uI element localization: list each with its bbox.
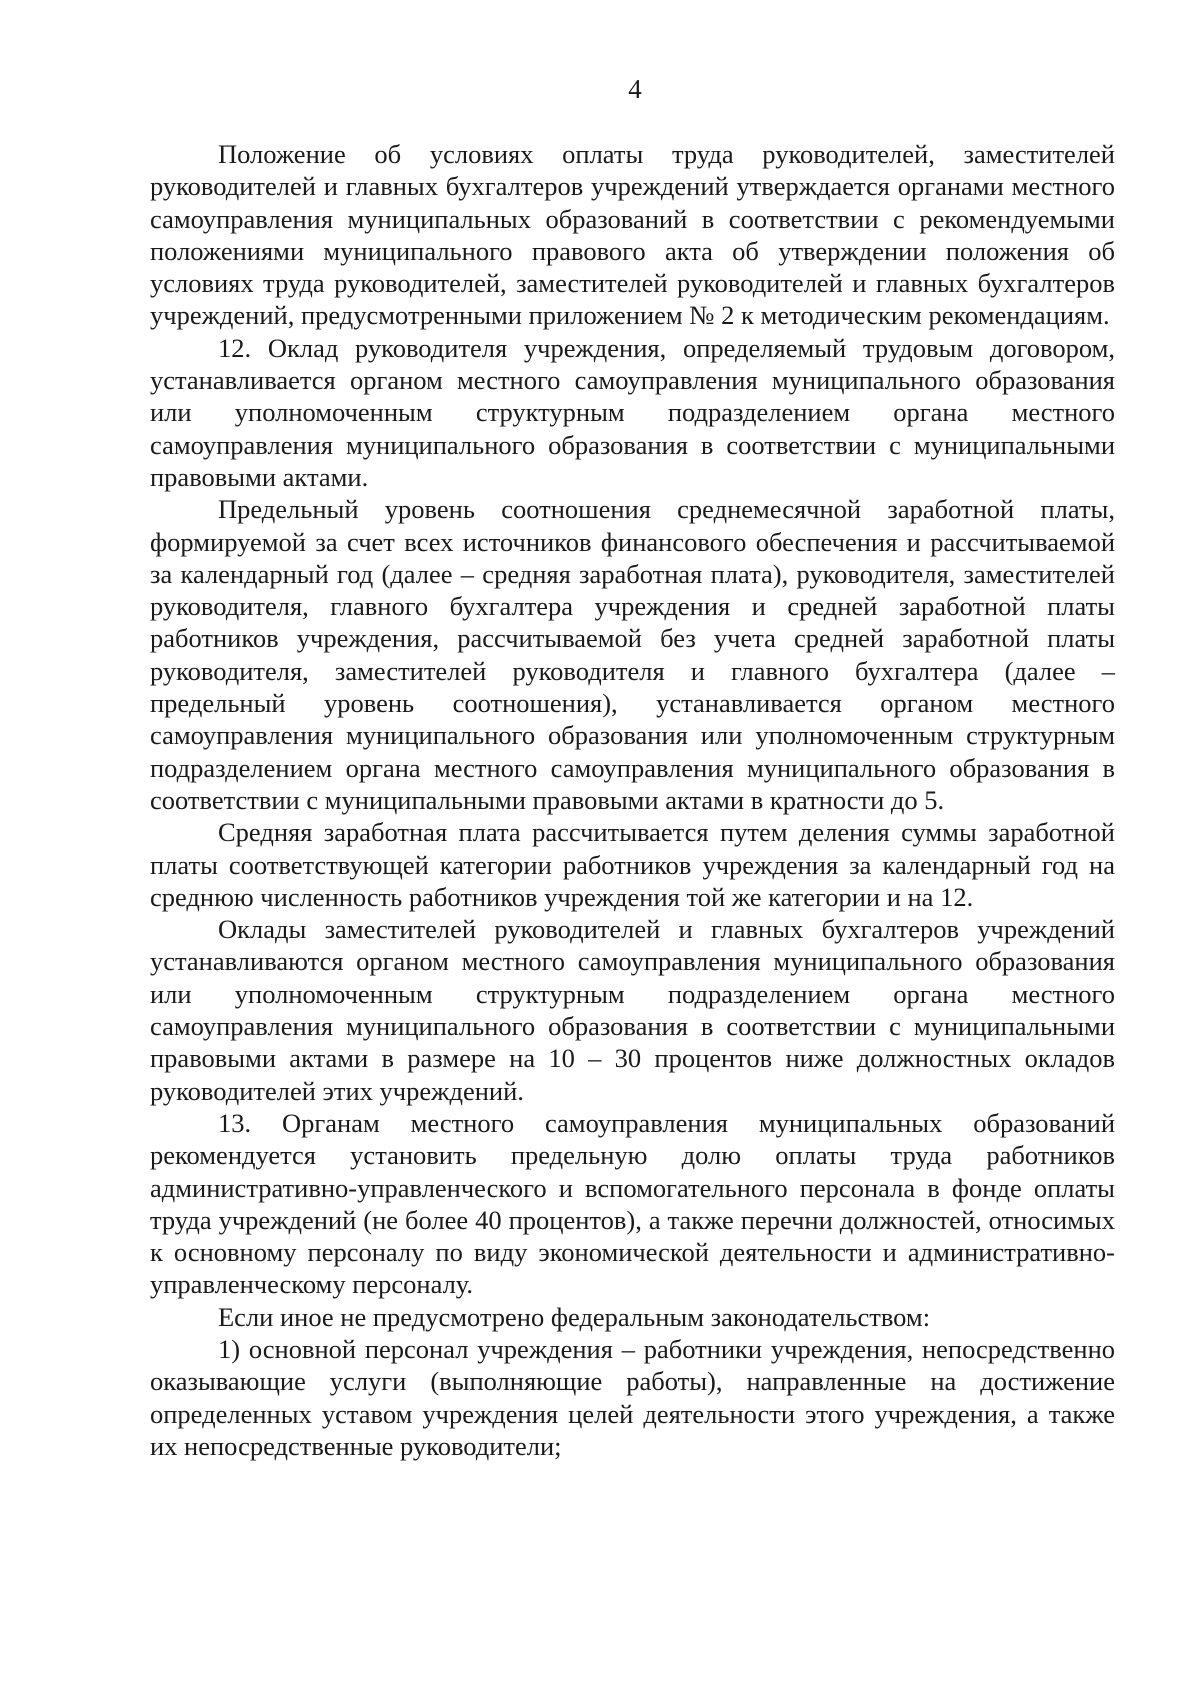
paragraph-13-admin-share: 13. Органам местного самоуправления муниципальных образований рекомендуется установить предельную долю оплаты труда работников административно-управленческого и вспомогательного персонала в фонде оплаты труда учреждений (не более 40 процентов), а также перечни должностей, относимых к основному персоналу по виду экономической деятельности и административно-управленческому персоналу. (150, 1107, 1115, 1300)
paragraph-unless-otherwise: Если иное не предусмотрено федеральным законодательством: (218, 1301, 931, 1332)
paragraph-position-approval: Положение об условиях оплаты труда руководителей, заместителей руководителей и главных бухгалтеров учреждений утверждается органами местного самоуправления муниципальных образований в соответствии с рекомендуемыми положениями муниципального правового акта об утверждении положения об условиях труда руководителей, заместителей руководителей и главных бухгалтеров учреждений, предусмотренными приложением № 2 к методическим рекомендациям. (150, 139, 1115, 331)
paragraph-salary-ratio-limit: Предельный уровень соотношения среднемесячной заработной платы, формируемой за счет всех источников финансового обеспечения и рассчитываемой за календарный год (далее – средняя заработная плата), руководителя, заместителей руководителя, главного бухгалтера учреждения и средней заработной платы работников учреждения, рассчитываемой без учета средней заработной платы руководителя, заместителей руководителя и главного бухгалтера (далее – предельный уровень соотношения), устанавливается органом местного самоуправления муниципального образования или уполномоченным структурным подразделением органа местного самоуправления муниципального образования в соответствии с муниципальными правовыми актами в кратности до 5. (150, 494, 1115, 815)
paragraph-deputies-salaries: Оклады заместителей руководителей и главных бухгалтеров учреждений устанавливаются органом местного самоуправления муниципального образования или уполномоченным структурным подразделением органа местного самоуправления муниципального образования в соответствии с муниципальными правовыми актами в размере на 10 – 30 процентов ниже должностных окладов руководителей этих учреждений. (150, 914, 1115, 1106)
paragraph-item-1-main-staff: 1) основной персонал учреждения – работники учреждения, непосредственно оказывающие услуги (выполняющие работы), направленные на достижение определенных уставом учреждения целей деятельности этого учреждения, а также их непосредственные руководители; (150, 1333, 1115, 1461)
document-body (150, 138, 1115, 1462)
paragraph-average-salary-calculation: Средняя заработная плата рассчитывается путем деления суммы заработной платы соответствующей категории работников учреждения за календарный год на среднюю численность работников учреждения той же категории и на 12. (150, 817, 1115, 912)
page-number: 4 (628, 74, 642, 104)
paragraph-12-head-salary: 12. Оклад руководителя учреждения, определяемый трудовым договором, устанавливается органом местного самоуправления муниципального образования или уполномоченным структурным подразделением органа местного самоуправления муниципального образования в соответствии с муниципальными правовыми актами. (150, 332, 1115, 492)
